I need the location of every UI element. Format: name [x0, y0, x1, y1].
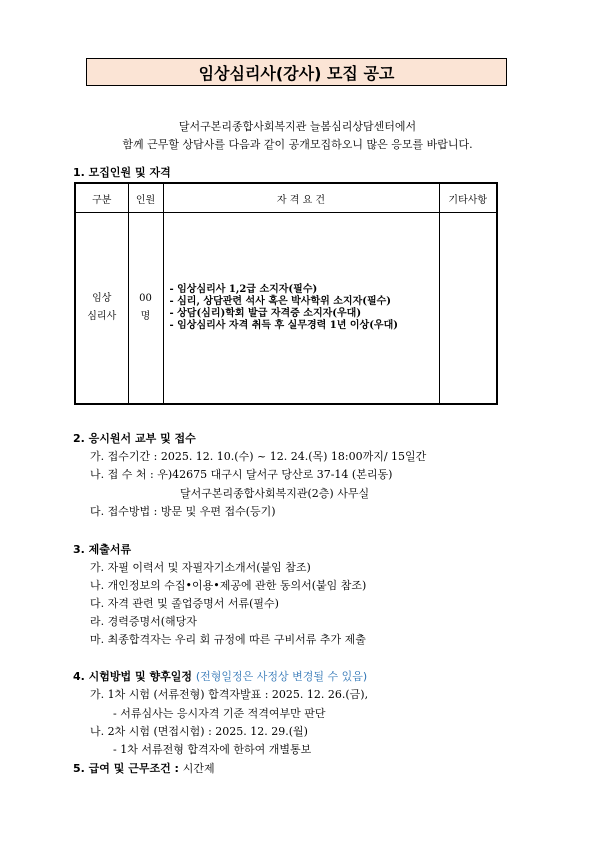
- header-etc: 기타사항: [439, 183, 497, 213]
- section-3-heading: 3. 제출서류: [73, 543, 132, 556]
- section-2-line-1: 가. 접수기간 : 2025. 12. 10.(수) ~ 12. 24.(목) 18:00까지/ 15일간: [90, 450, 427, 463]
- header-category: 구분: [75, 183, 128, 213]
- intro-line-2: 함께 근무할 상담사를 다음과 같이 공개모집하오니 많은 응모를 바랍니다.: [122, 138, 473, 151]
- cell-etc: [439, 213, 497, 405]
- intro-line-1: 달서구본리종합사회복지관 늘봄심리상담센터에서: [178, 120, 417, 133]
- cell-category: [75, 213, 128, 405]
- section-4-line-4: - 1차 서류전형 합격자에 한하여 개별통보: [113, 743, 312, 756]
- section-4-line-1: 가. 1차 시험 (서류전형) 합격자발표 : 2025. 12. 26.(금),: [90, 688, 369, 701]
- section-2-line-2: 나. 접 수 처 : 우)42675 대구시 달서구 당산로 37-14 (본리동): [90, 468, 393, 481]
- count-value: 00: [139, 293, 152, 304]
- count-unit: 명: [140, 311, 151, 322]
- header-requirements: 자 격 요 건: [163, 183, 439, 213]
- section-4-heading: [73, 668, 367, 684]
- requirement-item: - 상담(심리)학회 발급 자격증 소지자(우대): [169, 308, 362, 319]
- requirement-item: - 임상심리사 자격 취득 후 실무경력 1년 이상(우대): [169, 320, 398, 331]
- section-4-title: 4. 시험방법 및 향후일정: [73, 670, 192, 683]
- section-2-heading: 2. 응시원서 교부 및 접수: [73, 432, 196, 445]
- section-3-line-2: 나. 개인정보의 수집•이용•제공에 관한 동의서(붙임 참조): [90, 579, 367, 592]
- requirements-table: [74, 182, 498, 405]
- requirement-item: - 임상심리사 1,2급 소지자(필수): [169, 284, 318, 295]
- category-line-1: 임상: [92, 293, 112, 304]
- schedule-change-note: (전형일정은 사정상 변경될 수 있음): [195, 670, 368, 683]
- section-5-heading: [73, 760, 215, 776]
- section-3-line-4: 라. 경력증명서(해당자: [90, 615, 197, 628]
- work-type-value: 시간제: [182, 762, 215, 775]
- requirement-item: - 심리, 상담관련 석사 혹은 박사학위 소지자(필수): [169, 296, 392, 307]
- cell-count: [128, 213, 163, 405]
- section-3-line-1: 가. 자필 이력서 및 자필자기소개서(붙임 참조): [90, 561, 311, 574]
- section-2-line-4: 다. 접수방법 : 방문 및 우편 접수(등기): [90, 505, 276, 518]
- section-4-line-2: - 서류심사는 응시자격 기준 적격여부만 판단: [113, 707, 326, 720]
- section-2-line-3: 달서구본리종합사회복지관(2층) 사무실: [180, 487, 370, 500]
- table-row: [75, 213, 497, 405]
- section-3-line-3: 다. 자격 관련 및 졸업증명서 서류(필수): [90, 597, 279, 610]
- section-3-line-5: 마. 최종합격자는 우리 회 규정에 따른 구비서류 추가 제출: [90, 633, 366, 646]
- header-count: 인원: [128, 183, 163, 213]
- cell-requirements: [163, 213, 439, 405]
- section-1-heading: 1. 모집인원 및 자격: [73, 166, 171, 179]
- table-header-row: [75, 183, 497, 213]
- section-4-line-3: 나. 2차 시험 (면접시험) : 2025. 12. 29.(월): [90, 725, 308, 738]
- page-title: 임상심리사(강사) 모집 공고: [86, 58, 507, 86]
- category-line-2: 심리사: [87, 311, 117, 322]
- section-5-title: 5. 급여 및 근무조건 :: [73, 762, 179, 775]
